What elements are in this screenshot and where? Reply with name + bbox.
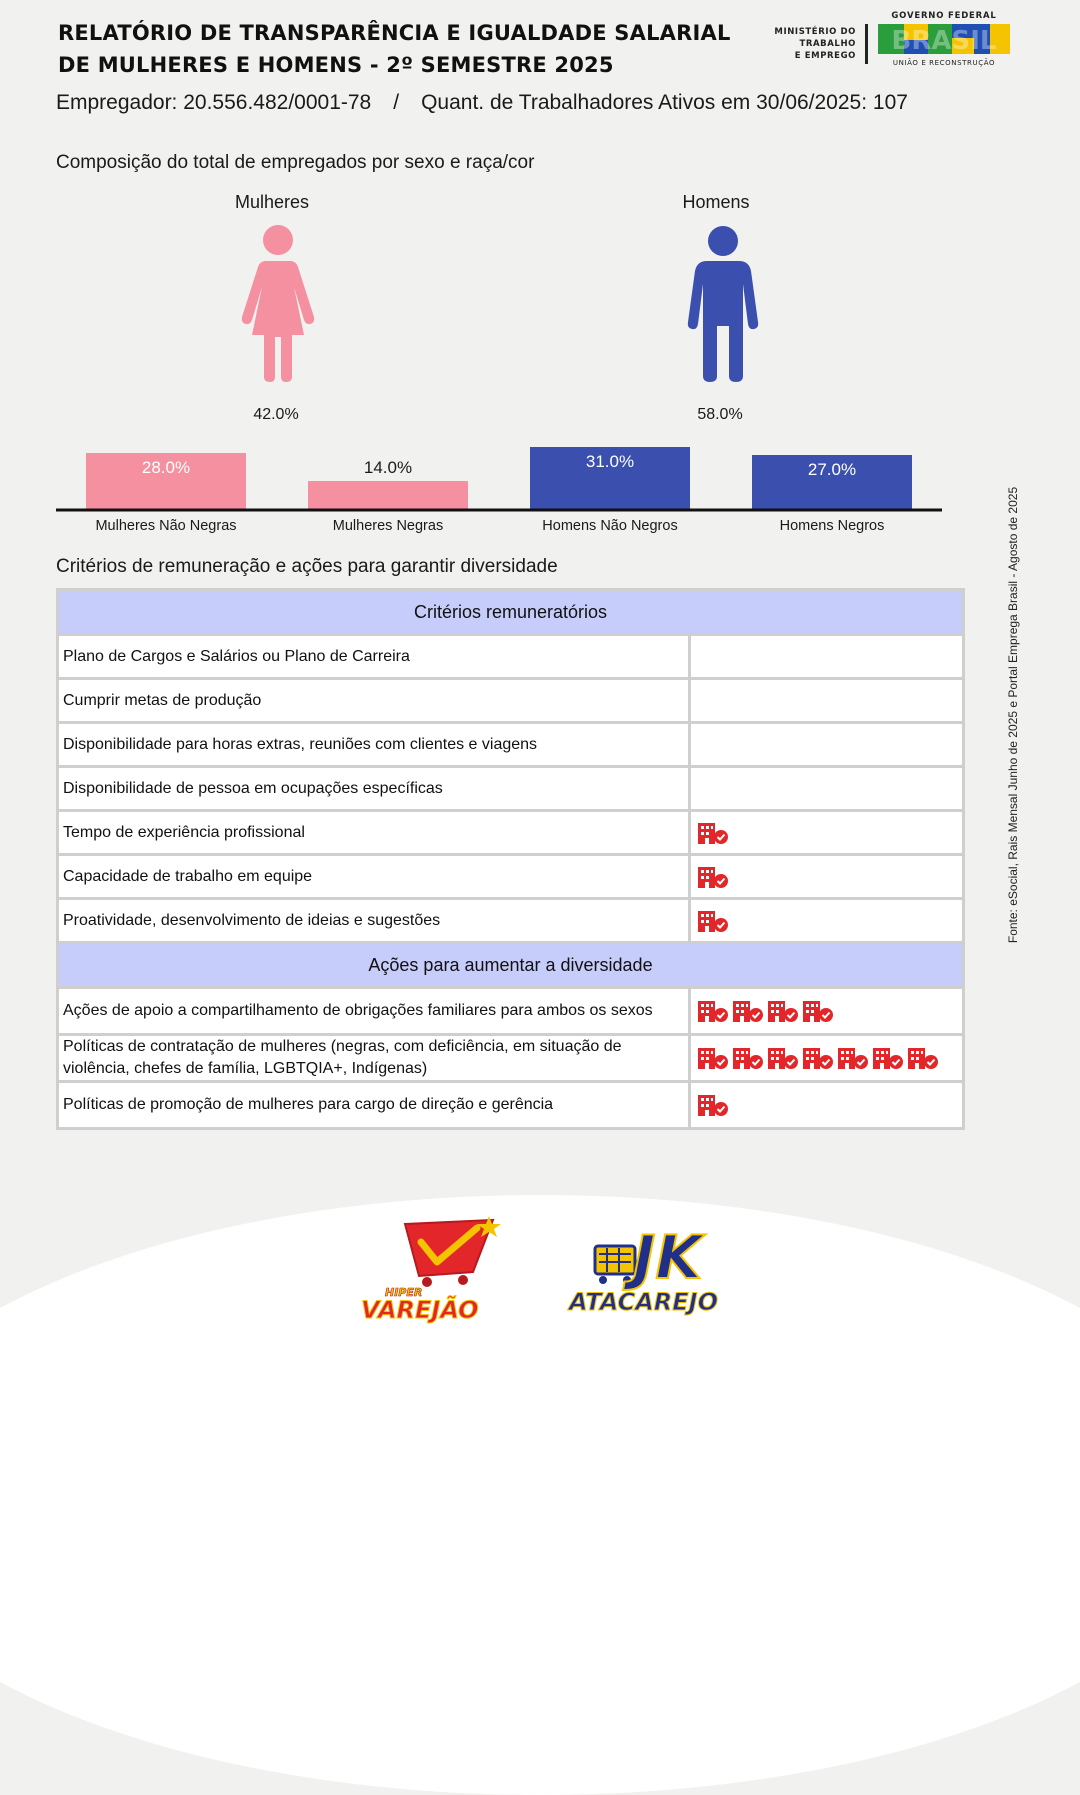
criteria-row <box>58 988 964 1035</box>
criteria-row <box>58 635 964 679</box>
criteria-label: Disponibilidade de pessoa em ocupações específicas <box>58 767 690 811</box>
gov-top-text: GOVERNO FEDERAL <box>891 11 997 21</box>
source-note-text: Fonte: eSocial, Rais Mensal Junho de 2025 e Portal Emprega Brasil - Agosto de 2025 <box>1006 486 1020 944</box>
criteria-label: Capacidade de trabalho em equipe <box>58 855 690 899</box>
criteria-icons <box>690 811 964 855</box>
bar-value-label: 31.0% <box>585 452 635 471</box>
women-percentage: 42.0% <box>253 406 299 423</box>
bar-value-label: 28.0% <box>141 458 191 477</box>
composition-title: Composição do total de empregados por sexo e raça/cor <box>56 152 535 173</box>
race-sex-bar-chart <box>0 430 1080 545</box>
footer-background <box>0 1195 1080 1795</box>
criteria-icons <box>690 1035 964 1082</box>
women-label: Mulheres <box>234 192 310 212</box>
logo-divider <box>865 24 868 64</box>
criteria-label: Políticas de contratação de mulheres (negras, com deficiência, em situação de violência, chefes de família, LGBTQIA+, Indígenas) <box>58 1035 690 1082</box>
brasil-wordmark <box>874 21 1014 59</box>
criteria-icons <box>690 723 964 767</box>
criteria-label: Disponibilidade para horas extras, reuniões com clientes e viagens <box>58 723 690 767</box>
criteria-row <box>58 679 964 723</box>
jk-atacarejo-logo <box>565 1218 770 1320</box>
ministry-line2: TRABALHO <box>799 39 856 49</box>
report-title-line1: RELATÓRIO DE TRANSPARÊNCIA E IGUALDADE SALARIAL <box>58 21 731 45</box>
category-label: Mulheres Negras <box>332 518 444 534</box>
category-label: Mulheres Não Negras <box>95 518 237 534</box>
woman-icon <box>240 225 316 383</box>
building-check-icon <box>697 999 730 1023</box>
bar-2 <box>308 481 468 509</box>
diversity-header-text: Ações para aumentar a diversidade <box>58 943 964 988</box>
criteria-row <box>58 767 964 811</box>
building-check-icon <box>697 909 730 933</box>
criteria-label: Ações de apoio a compartilhamento de obrigações familiares para ambos os sexos <box>58 988 690 1035</box>
criteria-row <box>58 811 964 855</box>
criteria-table <box>56 588 965 1130</box>
building-check-icon <box>697 821 730 845</box>
men-label: Homens <box>682 192 750 212</box>
building-check-icon <box>697 1046 730 1070</box>
building-check-icon <box>802 1046 835 1070</box>
bar-value-label: 14.0% <box>363 458 413 477</box>
criteria-label: Plano de Cargos e Salários ou Plano de Carreira <box>58 635 690 679</box>
criteria-row <box>58 723 964 767</box>
remuneration-header <box>58 590 964 635</box>
criteria-label: Tempo de experiência profissional <box>58 811 690 855</box>
atacarejo-text: ATACAREJO <box>569 1288 719 1316</box>
active-workers: Quant. de Trabalhadores Ativos em 30/06/2025: 107 <box>421 91 908 114</box>
criteria-row <box>58 1082 964 1129</box>
criteria-row <box>58 899 964 943</box>
criteria-icons <box>690 635 964 679</box>
criteria-icons <box>690 855 964 899</box>
criteria-label: Proatividade, desenvolvimento de ideias e sugestões <box>58 899 690 943</box>
criteria-label: Políticas de promoção de mulheres para cargo de direção e gerência <box>58 1082 690 1129</box>
man-icon <box>687 226 759 383</box>
hiper-text: HIPER <box>385 1286 423 1299</box>
building-check-icon <box>872 1046 905 1070</box>
ministry-line1: MINISTÉRIO DO <box>774 27 856 37</box>
building-check-icon <box>697 1093 730 1117</box>
gov-brasil-logo <box>874 11 1014 75</box>
building-check-icon <box>907 1046 940 1070</box>
men-percentage: 58.0% <box>697 406 743 423</box>
building-check-icon <box>767 1046 800 1070</box>
remuneration-header-text: Critérios remuneratórios <box>58 590 964 635</box>
gov-bottom-text: UNIÃO E RECONSTRUÇÃO <box>892 59 996 67</box>
building-check-icon <box>837 1046 870 1070</box>
criteria-row <box>58 855 964 899</box>
employer-id: Empregador: 20.556.482/0001-78 <box>56 91 372 114</box>
diversity-header <box>58 943 964 988</box>
building-check-icon <box>732 999 765 1023</box>
criteria-label: Cumprir metas de produção <box>58 679 690 723</box>
bar-value-label: 27.0% <box>807 460 857 479</box>
criteria-icons <box>690 767 964 811</box>
criteria-icons <box>690 988 964 1035</box>
category-label: Homens Negros <box>779 518 885 534</box>
employer-separator: / <box>393 91 400 114</box>
building-check-icon <box>802 999 835 1023</box>
criteria-icons <box>690 679 964 723</box>
report-title-line2: DE MULHERES E HOMENS - 2º SEMESTRE 2025 <box>58 53 614 77</box>
ministry-logo <box>752 26 856 62</box>
varejao-text: VAREJÃO <box>361 1296 479 1324</box>
building-check-icon <box>697 865 730 889</box>
jk-text: JK <box>633 1223 702 1293</box>
building-check-icon <box>767 999 800 1023</box>
category-label: Homens Não Negros <box>542 518 678 534</box>
brasil-word: BRASIL <box>891 26 997 56</box>
criteria-row <box>58 1035 964 1082</box>
building-check-icon <box>732 1046 765 1070</box>
ministry-line3: E EMPREGO <box>794 51 856 61</box>
criteria-icons <box>690 1082 964 1129</box>
criteria-icons <box>690 899 964 943</box>
criteria-title: Critérios de remuneração e ações para garantir diversidade <box>56 556 558 577</box>
employer-line <box>56 91 908 115</box>
hiper-varejao-logo <box>355 1214 515 1326</box>
